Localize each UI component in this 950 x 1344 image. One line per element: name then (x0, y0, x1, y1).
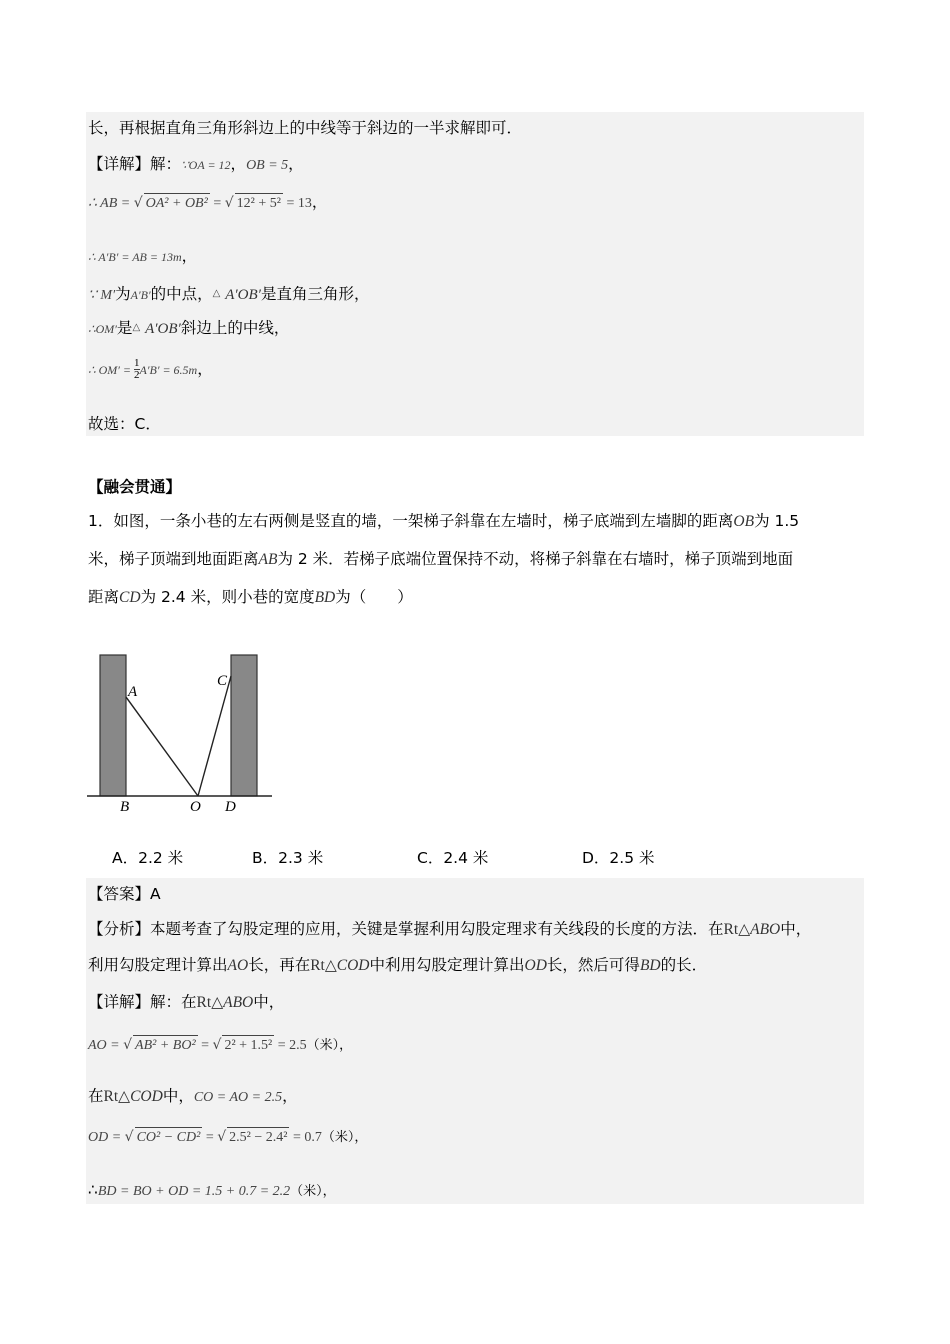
detail-label: 【详解】 (88, 155, 151, 173)
math: 2² + 1.5² (222, 1035, 274, 1056)
solution-line-om (88, 358, 213, 381)
math: △COD (118, 1088, 163, 1105)
unit: （米）， (321, 1130, 368, 1145)
text: 是直角三角形， (260, 285, 370, 303)
text: 解：在 (150, 993, 197, 1011)
label-o: O (190, 799, 201, 815)
analysis-label: 【分析】 (88, 920, 151, 938)
text: 长，然后可得 (546, 956, 640, 974)
math: △ABO (211, 994, 254, 1011)
question-line-2 (88, 549, 793, 570)
math: OA² + OB² (144, 193, 210, 214)
therefore-icon: ∴ (88, 1181, 98, 1199)
solution-line-ab-prime (88, 246, 197, 267)
math: CO² − CD² (135, 1127, 203, 1148)
text: ， (311, 193, 328, 211)
math: BD (314, 589, 336, 606)
option-c[interactable]: C．2.4 米 (417, 849, 489, 867)
detail-line (88, 992, 284, 1013)
math: Rt (310, 957, 325, 974)
label-b: B (120, 799, 130, 815)
detail-label: 【详解】 (88, 993, 151, 1011)
answer-line (88, 884, 161, 904)
solution-line-midpoint (88, 284, 369, 306)
math: AO = (88, 1038, 124, 1053)
question-number: 1． (88, 512, 114, 530)
text: 中利用勾股定理计算出 (369, 956, 525, 974)
label-c: C (217, 673, 228, 689)
question-line-3 (88, 587, 413, 608)
math: CO = AO = 2.5 (193, 1090, 283, 1105)
math: △ABO (738, 921, 781, 938)
math: A′OB′ (225, 287, 261, 303)
sqrt-icon: √ (123, 1037, 133, 1053)
math: AB (258, 551, 278, 568)
math: ∴ A′B′ = AB = 13m (88, 250, 182, 264)
alley-ladder-figure (80, 645, 280, 820)
equation-od (88, 1126, 367, 1148)
text: 故选：C． (88, 415, 161, 433)
analysis-line-1 (88, 919, 811, 940)
text: 为 2.4 米，则小巷的宽度 (140, 588, 315, 606)
fraction-denominator: 2 (134, 369, 140, 381)
text: 米，梯子顶端到地面距离 (88, 550, 259, 568)
text: 为 1.5 (754, 512, 800, 530)
fraction-numerator: 1 (134, 357, 140, 369)
triangle-icon: △ (132, 322, 141, 333)
sqrt-icon: √ (212, 1037, 222, 1053)
analysis-line-2 (88, 955, 707, 976)
text: 利用勾股定理计算出 (88, 956, 228, 974)
math: ∴OM′ (88, 322, 117, 336)
math: OB = 5 (246, 158, 289, 173)
text: 为 2 米．若梯子底端位置保持不动，将梯子斜靠在右墙时，梯子顶端到地面 (277, 550, 794, 568)
question-line-1 (88, 511, 799, 532)
text: ， (197, 360, 213, 378)
text: 斜边上的中线， (180, 319, 290, 337)
text: 是 (116, 319, 133, 337)
solution-line-1 (88, 118, 522, 138)
right-wall (231, 655, 257, 796)
text: 距离 (88, 588, 120, 606)
unit: （米）， (306, 1038, 353, 1053)
math: OD (524, 957, 547, 974)
equation-ao (88, 1034, 352, 1056)
sqrt-icon: √ (217, 1129, 227, 1145)
math: = (202, 1130, 218, 1145)
math: Rt (723, 921, 739, 938)
math: Rt (103, 1088, 119, 1105)
option-a[interactable]: A．2.2 米 (112, 849, 184, 867)
math: ∴ OM′ = (88, 363, 135, 377)
math: Rt (196, 994, 212, 1011)
text: 解： (150, 155, 182, 173)
solution-line-ab (88, 192, 327, 214)
sqrt-icon: √ (124, 1129, 134, 1145)
label-a: A (128, 684, 138, 700)
text: 本题考查了勾股定理的应用，关键是掌握利用勾股定理求有关线段的长度的方法．在 (150, 920, 724, 938)
option-b[interactable]: B．2.3 米 (252, 849, 324, 867)
solution-answer (88, 414, 161, 434)
option-d[interactable]: D．2.5 米 (582, 849, 655, 867)
text: 中， (253, 993, 285, 1011)
label-d: D (225, 799, 236, 815)
math: ∵OA = 12 (181, 158, 231, 172)
unit: （米）， (290, 1184, 336, 1199)
math: OB (733, 513, 755, 530)
section-title (88, 477, 181, 497)
text: 的长． (660, 956, 708, 974)
math: ∴ AB = (88, 196, 134, 211)
ladder-right (198, 676, 231, 796)
solution-line-median (88, 318, 289, 339)
math: BD = BO + OD = 1.5 + 0.7 = 2.2 (97, 1184, 291, 1199)
solution-detail-line (88, 154, 304, 176)
equation-bd (88, 1180, 336, 1202)
math: = (197, 1038, 213, 1053)
math: BD (639, 957, 661, 974)
math: AB² + BO² (133, 1035, 198, 1056)
math: ∵ M′ (88, 288, 116, 303)
left-wall (100, 655, 126, 796)
text: 为（ ） (335, 588, 413, 606)
text: 中， (162, 1087, 194, 1105)
text: 中， (780, 920, 812, 938)
text: 长，再根据直角三角形斜边上的中线等于斜边的一半求解即可． (88, 119, 523, 137)
sqrt-icon: √ (133, 195, 143, 211)
text: ， (282, 1087, 298, 1105)
text: 为 (115, 285, 131, 303)
math: OD = (88, 1130, 125, 1145)
text: ， (181, 247, 198, 265)
math: A′OB′ (145, 321, 181, 337)
text: ， (230, 155, 247, 173)
math: = 13 (282, 196, 312, 211)
math: A′B′ (130, 288, 151, 302)
text: 【答案】A (88, 885, 161, 903)
text: 在 (88, 1087, 104, 1105)
math: 2.5² − 2.4² (227, 1127, 289, 1148)
text: 长，再在 (248, 956, 311, 974)
math: = 2.5 (274, 1038, 307, 1053)
math: △COD (324, 957, 370, 974)
text: 如图，一条小巷的左右两侧是竖直的墙，一架梯子斜靠在左墙时，梯子底端到左墙脚的距离 (113, 512, 734, 530)
ladder-left (126, 697, 198, 796)
text: ， (288, 155, 304, 173)
equation-co (88, 1086, 298, 1108)
sqrt-icon: √ (224, 195, 234, 211)
triangle-icon: △ (212, 288, 221, 299)
text: 的中点， (150, 285, 213, 303)
math: A′B′ = 6.5m (139, 363, 198, 377)
math: AO (227, 957, 249, 974)
text: 【融会贯通】 (88, 478, 182, 496)
math: = (209, 196, 225, 211)
math: CD (119, 589, 141, 606)
math: 12² + 5² (235, 193, 283, 214)
math: = 0.7 (289, 1130, 322, 1145)
